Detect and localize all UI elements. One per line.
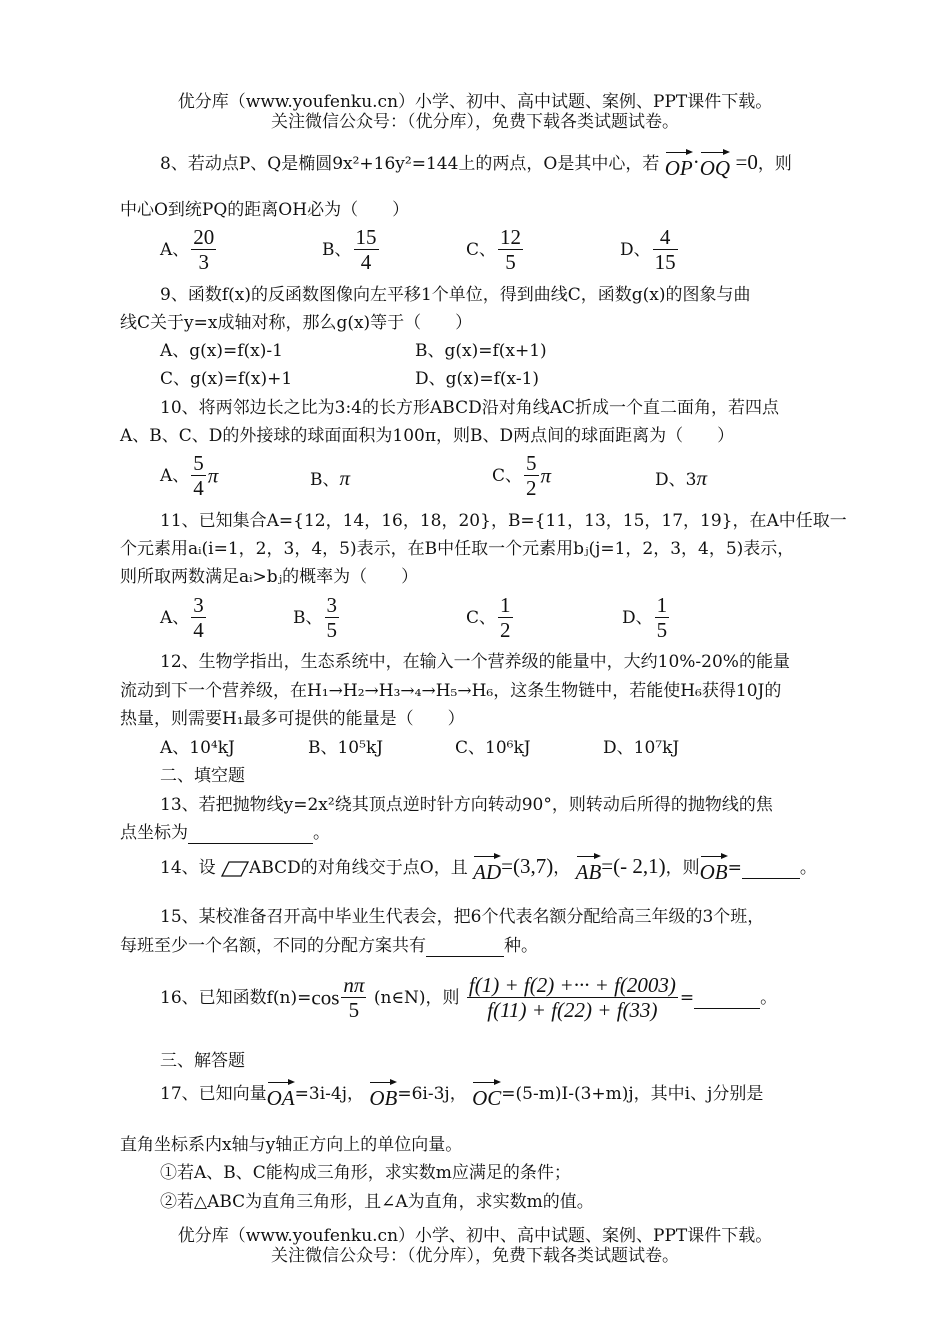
q9-line-1: 9、函数f(x)的反函数图像向左平移1个单位，得到曲线C，函数g(x)的图象与曲 bbox=[160, 285, 751, 305]
q8-option-d: D、 $\frac{4}{15}$ bbox=[620, 225, 676, 275]
q15-line-2: 每班至少一个名额，不同的分配方案共有 种。 bbox=[120, 936, 538, 956]
q8-option-a: A、 $\frac{20}{3}$ bbox=[160, 225, 215, 275]
q11-line-2: 个元素用aᵢ(i=1，2，3，4，5)表示，在B中任取一个元素用bⱼ(j=1，2，3，4，5)表示， bbox=[120, 539, 795, 559]
question-14: 14、设 ABCD的对角线交于点O，且 AD=(3,7)， AB=(- 2,1)，则OB= 。 bbox=[160, 852, 817, 885]
q8-tail: ，则 bbox=[757, 154, 792, 175]
q12-option-d: D、10⁷kJ bbox=[603, 738, 680, 758]
q11-option-d: D、 $\frac{1}{5}$ bbox=[622, 593, 668, 643]
q12-option-a: A、10⁴kJ bbox=[160, 738, 235, 758]
vector-oa: OA bbox=[267, 1078, 295, 1111]
equals-zero: =0 bbox=[735, 150, 758, 175]
q13-line-2: 点坐标为 。 bbox=[120, 823, 330, 843]
q12-line-1: 12、生物学指出，生态系统中，在输入一个营养级的能量中，大约10%-20%的能量 bbox=[160, 652, 790, 672]
q15-line-1: 15、某校准备召开高中毕业生代表会，把6个代表名额分配给高三年级的3个班， bbox=[160, 907, 765, 927]
q9-option-a: A、g(x)=f(x)-1 bbox=[160, 341, 283, 361]
q10-option-a: A、 $\frac{5}{4}$ π bbox=[160, 451, 219, 501]
header-line-1: 优分库（www.youfenku.cn）小学、初中、高中试题、案例、PPT课件下载。 bbox=[177, 92, 773, 112]
q10-line-1: 10、将两邻边长之比为3:4的长方形ABCD沿对角线AC折成一个直二面角，若四点 bbox=[160, 398, 779, 418]
q17-sub-1: ①若A、B、C能构成三角形，求实数m应满足的条件； bbox=[160, 1163, 571, 1183]
vector-ob-17: OB bbox=[369, 1078, 397, 1111]
q8-option-b: B、 $\frac{15}{4}$ bbox=[322, 225, 377, 275]
question-17: 17、已知向量OA=3i-4j， OB=6i-3j， OC=(5-m)I-(3+m)j，其中i、j分别是 bbox=[160, 1078, 763, 1111]
q9-line-2: 线C关于y=x成轴对称，那么g(x)等于（ ） bbox=[120, 313, 473, 333]
q10-option-b: B、π bbox=[310, 466, 351, 490]
q16-answer-blank bbox=[694, 987, 760, 1008]
vector-ab: AB bbox=[576, 852, 602, 885]
parallelogram-icon bbox=[221, 861, 249, 877]
header-line-2: 关注微信公众号：（优分库），免费下载各类试题试卷。 bbox=[271, 112, 679, 132]
q16-big-fraction: $\frac{f(1) + f(2) +\cdot\cdot\cdot + f(2003)}{f(11) + f(22) + f(33)}$ bbox=[468, 973, 676, 1023]
q9-option-c: C、g(x)=f(x)+1 bbox=[160, 369, 293, 389]
q10-options bbox=[160, 452, 720, 504]
vector-ad: AD bbox=[473, 852, 501, 885]
q12-line-2: 流动到下一个营养级，在H₁→H₂→H₃→₄→H₅→H₆，这条生物链中，若能使H₆获得10J的 bbox=[120, 681, 782, 701]
q8-text: 8、若动点P、Q是椭圆9x²+16y²=144上的两点，O是其中心，若 bbox=[160, 154, 660, 175]
q11-options bbox=[160, 594, 720, 646]
footer-line-2: 关注微信公众号：（优分库），免费下载各类试题试卷。 bbox=[271, 1246, 679, 1266]
q10-line-2: A、B、C、D的外接球的球面面积为100π，则B、D两点间的球面距离为（ ） bbox=[120, 426, 735, 446]
q9-option-b: B、g(x)=f(x+1) bbox=[415, 341, 547, 361]
footer-line-1: 优分库（www.youfenku.cn）小学、初中、高中试题、案例、PPT课件下载。 bbox=[177, 1226, 773, 1246]
q8-options bbox=[160, 226, 720, 278]
q17-sub-2: ②若△ABC为直角三角形，且∠A为直角，求实数m的值。 bbox=[160, 1192, 594, 1212]
dot-operator: · bbox=[692, 150, 700, 175]
q11-option-c: C、 $\frac{1}{2}$ bbox=[466, 593, 511, 643]
q10-option-c: C、 $\frac{5}{2}$ π bbox=[492, 451, 552, 501]
q11-line-1: 11、已知集合A={12，14，16，18，20}，B={11，13，15，17，19}，在A中任取一 bbox=[160, 511, 847, 531]
q10-option-d: D、3π bbox=[655, 466, 707, 490]
q13-answer-blank bbox=[188, 823, 313, 844]
q12-option-b: B、10⁵kJ bbox=[308, 738, 384, 758]
section-fill-in-title: 二、填空题 bbox=[160, 766, 245, 786]
question-8 bbox=[160, 148, 792, 181]
q12-line-3: 热量，则需要H₁最多可提供的能量是（ ） bbox=[120, 709, 465, 729]
vector-op: OP bbox=[665, 148, 693, 181]
q9-option-d: D、g(x)=f(x-1) bbox=[415, 369, 540, 389]
q8-line-2: 中心O到统PQ的距离OH必为（ ） bbox=[120, 200, 410, 220]
q17-line-2: 直角坐标系内x轴与y轴正方向上的单位向量。 bbox=[120, 1135, 463, 1155]
q11-option-a: A、 $\frac{3}{4}$ bbox=[160, 593, 204, 643]
q11-line-3: 则所取两数满足aᵢ>bⱼ的概率为（ ） bbox=[120, 567, 419, 587]
q11-option-b: B、 $\frac{3}{5}$ bbox=[293, 593, 337, 643]
question-16: 16、已知函数f(n)=cos $\frac{n\pi}{5}$ (n∈N)，则 $\frac{f(1) + f(2) +\cdot\cdot\cdot + f(2003)}{f(11) + f(22) + f(33)}$ = 。 bbox=[160, 973, 778, 1023]
q12-option-c: C、10⁶kJ bbox=[455, 738, 531, 758]
q14-answer-blank bbox=[742, 858, 800, 879]
q13-line-1: 13、若把抛物线y=2x²绕其顶点逆时针方向转动90°，则转动后所得的抛物线的焦 bbox=[160, 795, 773, 815]
section-solve-title: 三、解答题 bbox=[160, 1051, 245, 1071]
vector-oc: OC bbox=[472, 1078, 501, 1111]
vector-ob: OB bbox=[700, 852, 728, 885]
q8-option-c: C、 $\frac{12}{5}$ bbox=[466, 225, 522, 275]
vector-oq: OQ bbox=[700, 148, 730, 181]
q15-answer-blank bbox=[426, 936, 504, 957]
